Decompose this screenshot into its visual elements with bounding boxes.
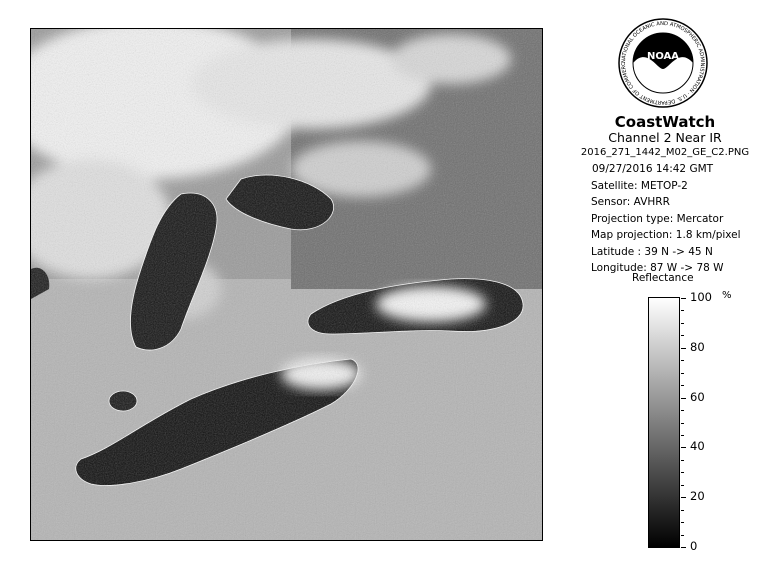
legend-minor-tick: [681, 460, 684, 461]
legend-tick-label: 60: [690, 389, 705, 404]
reflectance-colorbar: [648, 297, 680, 548]
legend-minor-tick: [681, 360, 684, 361]
legend-minor-tick: [681, 310, 684, 311]
channel-subtitle: Channel 2 Near IR: [608, 130, 722, 145]
noaa-logo: [617, 17, 709, 109]
info-datetime: 09/27/2016 14:42 GMT: [592, 163, 714, 175]
info-longitude: Longitude: 87 W -> 78 W: [591, 262, 724, 274]
legend-minor-tick: [681, 335, 684, 336]
legend-minor-tick: [681, 485, 684, 486]
noaa-logo-svg: [617, 17, 709, 109]
legend-title: Reflectance: [632, 272, 694, 284]
legend-minor-tick: [681, 522, 684, 523]
legend-tick-mark: [681, 547, 686, 548]
legend-tick-label: 20: [690, 489, 705, 504]
legend-minor-tick: [681, 373, 684, 374]
legend-minor-tick: [681, 410, 684, 411]
legend-tick-label: 100: [690, 290, 712, 304]
legend-tick-mark: [681, 447, 686, 448]
file-name: 2016_271_1442_M02_GE_C2.PNG: [580, 147, 750, 158]
legend-minor-tick: [681, 385, 684, 386]
info-satellite: Satellite: METOP-2: [591, 180, 688, 192]
legend-minor-tick: [681, 510, 684, 511]
legend-tick-label: 0: [690, 539, 698, 553]
legend-minor-tick: [681, 423, 684, 424]
legend-tick-mark: [681, 348, 686, 349]
legend-tick-label: 80: [690, 339, 705, 354]
legend-minor-tick: [681, 323, 684, 324]
noaa-logo-text: NOAA: [646, 51, 680, 62]
product-title: CoastWatch: [614, 113, 716, 131]
legend-tick-label: 40: [690, 439, 705, 454]
legend-tick-mark: [681, 298, 686, 299]
legend-unit: %: [722, 290, 732, 301]
legend-minor-tick: [681, 435, 684, 436]
legend-tick-mark: [681, 398, 686, 399]
satellite-image: [30, 28, 543, 541]
scene-texture: [31, 29, 543, 541]
info-sensor: Sensor: AVHRR: [591, 196, 670, 208]
info-projection-type: Projection type: Mercator: [591, 213, 724, 225]
info-map-projection: Map projection: 1.8 km/pixel: [591, 229, 741, 241]
noaa-logo-ring-text: NATIONAL OCEANIC AND ATMOSPHERIC ADMINISTRATION · U.S. DEPARTMENT OF COMMERC: [620, 20, 706, 106]
info-latitude: Latitude : 39 N -> 45 N: [591, 246, 713, 258]
legend-tick-mark: [681, 497, 686, 498]
legend-minor-tick: [681, 472, 684, 473]
legend-minor-tick: [681, 535, 684, 536]
satellite-scene-svg: [31, 29, 543, 541]
